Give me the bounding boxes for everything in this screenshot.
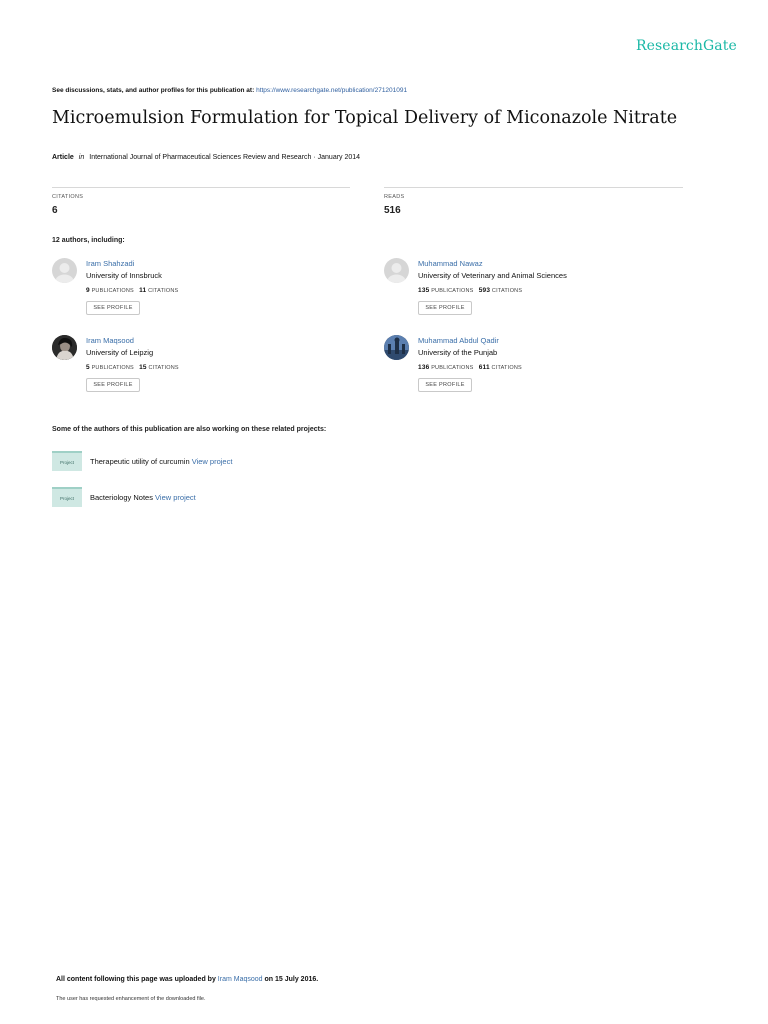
- publications-count: 9: [86, 287, 90, 294]
- citations-count: 611: [478, 364, 490, 371]
- reads-label: READS: [384, 194, 405, 200]
- user-silhouette-icon: [52, 258, 77, 283]
- building-photo-icon: [384, 335, 409, 360]
- see-discussions-text: See discussions, stats, and author profiles for this publication at:: [52, 87, 255, 94]
- citations-word: CITATIONS: [148, 288, 179, 294]
- view-project-link[interactable]: View project: [155, 493, 196, 502]
- citations-word: CITATIONS: [491, 288, 523, 294]
- project-item: [52, 487, 452, 509]
- upload-note: [56, 976, 318, 983]
- author-card: [384, 335, 684, 405]
- enhancement-note: The user has requested enhancement of the downloaded file.: [56, 996, 206, 1002]
- avatar-placeholder[interactable]: [384, 258, 409, 283]
- author-institution: University of Innsbruck: [86, 271, 162, 280]
- citations-count: 6: [52, 205, 58, 216]
- author-name-link[interactable]: Muhammad Nawaz: [418, 259, 483, 268]
- publications-count: 5: [86, 364, 90, 371]
- avatar-photo[interactable]: [384, 335, 409, 360]
- author-stats: [86, 287, 178, 294]
- publications-count: 136: [418, 364, 430, 371]
- see-profile-button[interactable]: SEE PROFILE: [418, 378, 472, 392]
- author-stats: [86, 364, 179, 371]
- upload-date: on 15 July 2016.: [264, 976, 319, 983]
- author-institution: University of Veterinary and Animal Sciences: [418, 271, 567, 280]
- citations-divider: [52, 187, 350, 188]
- citations-count: 15: [139, 364, 147, 371]
- publications-word: PUBLICATIONS: [91, 365, 134, 371]
- see-profile-button[interactable]: SEE PROFILE: [86, 301, 140, 315]
- author-stats: [418, 364, 522, 371]
- related-projects-heading: Some of the authors of this publication are also working on these related projects:: [52, 426, 327, 433]
- publications-word: PUBLICATIONS: [431, 288, 474, 294]
- see-profile-button[interactable]: SEE PROFILE: [86, 378, 140, 392]
- view-project-link[interactable]: View project: [191, 457, 233, 466]
- avatar-photo[interactable]: [52, 335, 77, 360]
- author-card: [384, 258, 684, 328]
- publication-meta: [52, 154, 360, 161]
- uploader-link[interactable]: Iram Maqsood: [217, 976, 263, 983]
- author-institution: University of the Punjab: [418, 348, 498, 357]
- project-item: [52, 451, 452, 473]
- meta-in-word: in: [78, 154, 85, 161]
- author-name-link[interactable]: Iram Shahzadi: [86, 259, 135, 268]
- publication-venue: International Journal of Pharmaceutical Sciences Review and Research · January 2014: [89, 154, 361, 161]
- author-institution: University of Leipzig: [86, 348, 154, 357]
- citations-word: CITATIONS: [148, 365, 179, 371]
- see-discussions-line: [52, 87, 407, 94]
- citations-label: CITATIONS: [52, 194, 84, 200]
- publication-url-link[interactable]: https://www.researchgate.net/publication/271201091: [256, 87, 408, 94]
- publications-word: PUBLICATIONS: [91, 288, 134, 294]
- user-silhouette-icon: [384, 258, 409, 283]
- author-card: [52, 258, 352, 328]
- reads-count: 516: [384, 205, 401, 216]
- author-name-link[interactable]: Muhammad Abdul Qadir: [418, 336, 499, 345]
- upload-prefix: All content following this page was uploaded by: [56, 976, 216, 983]
- publications-word: PUBLICATIONS: [431, 365, 474, 371]
- project-line: [90, 493, 196, 502]
- author-card: [52, 335, 352, 405]
- author-name-link[interactable]: Iram Maqsood: [86, 336, 134, 345]
- publications-count: 135: [418, 287, 430, 294]
- reads-divider: [384, 187, 683, 188]
- author-stats: [418, 287, 522, 294]
- project-badge[interactable]: Project: [52, 451, 82, 471]
- publication-title: Microemulsion Formulation for Topical Delivery of Miconazole Nitrate: [52, 108, 678, 128]
- project-badge[interactable]: Project: [52, 487, 82, 507]
- avatar-placeholder[interactable]: [52, 258, 77, 283]
- publication-type: Article: [52, 154, 74, 161]
- citations-word: CITATIONS: [491, 365, 522, 371]
- portrait-photo-icon: [52, 335, 77, 360]
- project-title: Bacteriology Notes: [90, 493, 153, 502]
- citations-count: 11: [139, 287, 147, 294]
- researchgate-logo[interactable]: ResearchGate: [636, 38, 737, 54]
- project-line: [90, 457, 232, 466]
- citations-count: 593: [478, 287, 491, 294]
- project-title: Therapeutic utility of curcumin: [90, 457, 190, 466]
- see-profile-button[interactable]: SEE PROFILE: [418, 301, 472, 315]
- authors-heading: 12 authors, including:: [52, 237, 125, 244]
